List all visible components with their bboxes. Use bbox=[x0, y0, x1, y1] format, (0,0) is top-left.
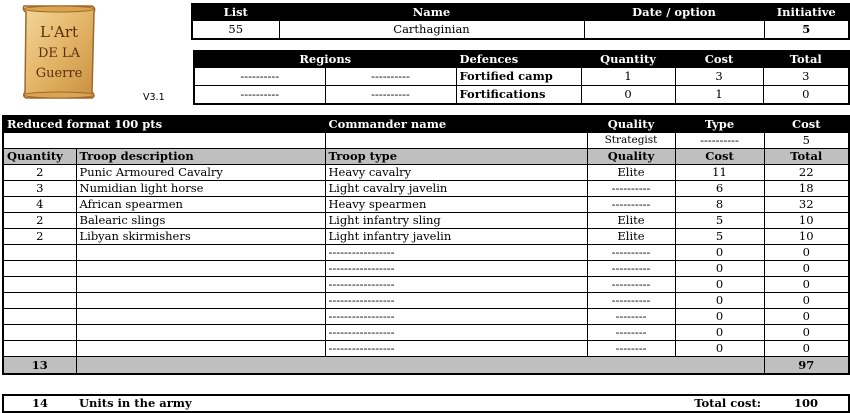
troop-description[interactable] bbox=[76, 341, 325, 357]
defences-quantity-label: Quantity bbox=[581, 51, 675, 68]
troop-row bbox=[3, 197, 849, 213]
troop-quantity[interactable]: 3 bbox=[3, 181, 76, 197]
totals-spacer bbox=[76, 357, 764, 375]
defence-cost: 3 bbox=[675, 68, 763, 86]
troop-quantity[interactable] bbox=[3, 277, 76, 293]
troop-description-header: Troop description bbox=[76, 149, 325, 165]
defences-total-label: Total bbox=[763, 51, 849, 68]
troop-description[interactable]: African spearmen bbox=[76, 197, 325, 213]
troop-row bbox=[3, 293, 849, 309]
troop-quality[interactable]: ---------- bbox=[587, 197, 675, 213]
troop-description[interactable]: Libyan skirmishers bbox=[76, 229, 325, 245]
commander-cost: 5 bbox=[764, 133, 849, 149]
total-cost-label: Total cost: bbox=[694, 396, 761, 410]
troop-quality[interactable]: Elite bbox=[587, 229, 675, 245]
troop-type[interactable]: ----------------- bbox=[325, 245, 587, 261]
troop-total: 0 bbox=[764, 293, 849, 309]
troop-quality[interactable]: Elite bbox=[587, 213, 675, 229]
troop-cost: 6 bbox=[675, 181, 764, 197]
troop-quantity[interactable] bbox=[3, 293, 76, 309]
commander-label: Commander name bbox=[325, 116, 587, 133]
troop-description[interactable] bbox=[76, 325, 325, 341]
troop-quantity[interactable]: 2 bbox=[3, 213, 76, 229]
troop-row bbox=[3, 325, 849, 341]
total-quantity: 13 bbox=[3, 357, 76, 375]
troop-total: 10 bbox=[764, 213, 849, 229]
troop-cost: 0 bbox=[675, 277, 764, 293]
units-count: 14 bbox=[31, 396, 48, 410]
commander-quality[interactable]: Strategist bbox=[587, 133, 675, 149]
troop-quantity[interactable] bbox=[3, 341, 76, 357]
logo-line-2: DE LA bbox=[37, 46, 81, 61]
troop-total: 0 bbox=[764, 277, 849, 293]
army-total: 97 bbox=[764, 357, 849, 375]
initiative-label: Initiative bbox=[764, 4, 849, 21]
troop-row bbox=[3, 341, 849, 357]
name-label: Name bbox=[279, 4, 584, 21]
troop-quality[interactable]: -------- bbox=[587, 325, 675, 341]
troop-type-header: Troop type bbox=[325, 149, 587, 165]
version-label: V3.1 bbox=[143, 92, 165, 103]
troop-description[interactable]: Punic Armoured Cavalry bbox=[76, 165, 325, 181]
commander-cost-label: Cost bbox=[764, 116, 849, 133]
defence-quantity[interactable]: 0 bbox=[581, 86, 675, 105]
troop-type[interactable]: ----------------- bbox=[325, 341, 587, 357]
army-name[interactable]: Carthaginian bbox=[279, 21, 584, 40]
troop-row bbox=[3, 213, 849, 229]
troop-total: 32 bbox=[764, 197, 849, 213]
defences-cost-label: Cost bbox=[675, 51, 763, 68]
defence-cost: 1 bbox=[675, 86, 763, 105]
list-number[interactable]: 55 bbox=[192, 21, 279, 40]
troop-quantity[interactable] bbox=[3, 309, 76, 325]
defence-total: 3 bbox=[763, 68, 849, 86]
troop-total: 0 bbox=[764, 309, 849, 325]
troop-quality[interactable]: ---------- bbox=[587, 277, 675, 293]
troop-quality[interactable]: ---------- bbox=[587, 181, 675, 197]
troop-cost: 0 bbox=[675, 245, 764, 261]
troop-type[interactable]: ----------------- bbox=[325, 277, 587, 293]
date-option-value[interactable] bbox=[584, 21, 764, 40]
defence-name: Fortifications bbox=[456, 86, 581, 105]
troop-quality[interactable]: -------- bbox=[587, 341, 675, 357]
troop-total: 0 bbox=[764, 245, 849, 261]
troop-description[interactable] bbox=[76, 293, 325, 309]
troop-quantity[interactable] bbox=[3, 261, 76, 277]
troop-cost: 11 bbox=[675, 165, 764, 181]
regions-label: Regions bbox=[194, 51, 456, 68]
troop-quantity[interactable] bbox=[3, 245, 76, 261]
region-2-select[interactable]: ---------- bbox=[325, 68, 456, 86]
troop-total: 18 bbox=[764, 181, 849, 197]
defence-total: 0 bbox=[763, 86, 849, 105]
troop-cost: 0 bbox=[675, 325, 764, 341]
troop-quality[interactable]: ---------- bbox=[587, 245, 675, 261]
troop-cost: 0 bbox=[675, 293, 764, 309]
quality-header: Quality bbox=[587, 149, 675, 165]
initiative-value[interactable]: 5 bbox=[764, 21, 849, 40]
troop-quantity[interactable]: 2 bbox=[3, 165, 76, 181]
commander-type[interactable]: ---------- bbox=[675, 133, 764, 149]
troop-type[interactable]: Heavy spearmen bbox=[325, 197, 587, 213]
region-1-select[interactable]: ---------- bbox=[194, 86, 325, 105]
region-2-select[interactable]: ---------- bbox=[325, 86, 456, 105]
logo-line-3: Guerre bbox=[35, 66, 83, 81]
troop-cost: 8 bbox=[675, 197, 764, 213]
troop-description[interactable] bbox=[76, 277, 325, 293]
troop-cost: 5 bbox=[675, 213, 764, 229]
troop-quantity[interactable]: 4 bbox=[3, 197, 76, 213]
troop-total: 0 bbox=[764, 261, 849, 277]
defence-name: Fortified camp bbox=[456, 68, 581, 86]
troop-description[interactable] bbox=[76, 245, 325, 261]
region-1-select[interactable]: ---------- bbox=[194, 68, 325, 86]
troop-total: 10 bbox=[764, 229, 849, 245]
troop-cost: 0 bbox=[675, 309, 764, 325]
commander-name[interactable] bbox=[325, 133, 587, 149]
troop-type[interactable]: ----------------- bbox=[325, 325, 587, 341]
troop-quality[interactable]: ---------- bbox=[587, 293, 675, 309]
troop-type[interactable]: ----------------- bbox=[325, 293, 587, 309]
date-option-label: Date / option bbox=[584, 4, 764, 21]
troop-row bbox=[3, 277, 849, 293]
defence-quantity[interactable]: 1 bbox=[581, 68, 675, 86]
parchment-scroll-icon bbox=[20, 4, 98, 100]
cost-header: Cost bbox=[675, 149, 764, 165]
troop-description[interactable] bbox=[76, 309, 325, 325]
total-header: Total bbox=[764, 149, 849, 165]
troop-row bbox=[3, 261, 849, 277]
troop-type[interactable]: Light infantry javelin bbox=[325, 229, 587, 245]
logo-line-1: L'Art bbox=[39, 23, 79, 41]
troop-quality[interactable]: Elite bbox=[587, 165, 675, 181]
troop-row bbox=[3, 229, 849, 245]
troop-row bbox=[3, 245, 849, 261]
troop-total: 22 bbox=[764, 165, 849, 181]
commander-spacer bbox=[3, 133, 325, 149]
commander-quality-label: Quality bbox=[587, 116, 675, 133]
troop-type[interactable]: ----------------- bbox=[325, 309, 587, 325]
troop-type[interactable]: Heavy cavalry bbox=[325, 165, 587, 181]
troop-type[interactable]: Light cavalry javelin bbox=[325, 181, 587, 197]
army-table bbox=[2, 115, 850, 375]
commander-type-label: Type bbox=[675, 116, 764, 133]
troop-cost: 0 bbox=[675, 261, 764, 277]
defences-table bbox=[193, 50, 850, 105]
troop-cost: 0 bbox=[675, 341, 764, 357]
total-cost-value: 100 bbox=[793, 396, 818, 410]
logo bbox=[20, 4, 98, 100]
footer-bar bbox=[2, 394, 850, 413]
troop-description[interactable] bbox=[76, 261, 325, 277]
troop-type[interactable]: Light infantry sling bbox=[325, 213, 587, 229]
troop-quantity[interactable] bbox=[3, 325, 76, 341]
troop-total: 0 bbox=[764, 341, 849, 357]
troop-row bbox=[3, 165, 849, 181]
format-label: Reduced format 100 pts bbox=[3, 116, 325, 133]
troop-quality[interactable]: ---------- bbox=[587, 261, 675, 277]
list-header-table bbox=[191, 3, 850, 40]
troop-row bbox=[3, 181, 849, 197]
troop-quality[interactable]: -------- bbox=[587, 309, 675, 325]
troop-description[interactable]: Balearic slings bbox=[76, 213, 325, 229]
defences-label: Defences bbox=[456, 51, 581, 68]
troop-total: 0 bbox=[764, 325, 849, 341]
list-label: List bbox=[192, 4, 279, 21]
troop-description[interactable]: Numidian light horse bbox=[76, 181, 325, 197]
troop-type[interactable]: ----------------- bbox=[325, 261, 587, 277]
troop-cost: 5 bbox=[675, 229, 764, 245]
troop-quantity[interactable]: 2 bbox=[3, 229, 76, 245]
troop-row bbox=[3, 309, 849, 325]
units-label: Units in the army bbox=[79, 396, 192, 410]
quantity-header: Quantity bbox=[3, 149, 76, 165]
